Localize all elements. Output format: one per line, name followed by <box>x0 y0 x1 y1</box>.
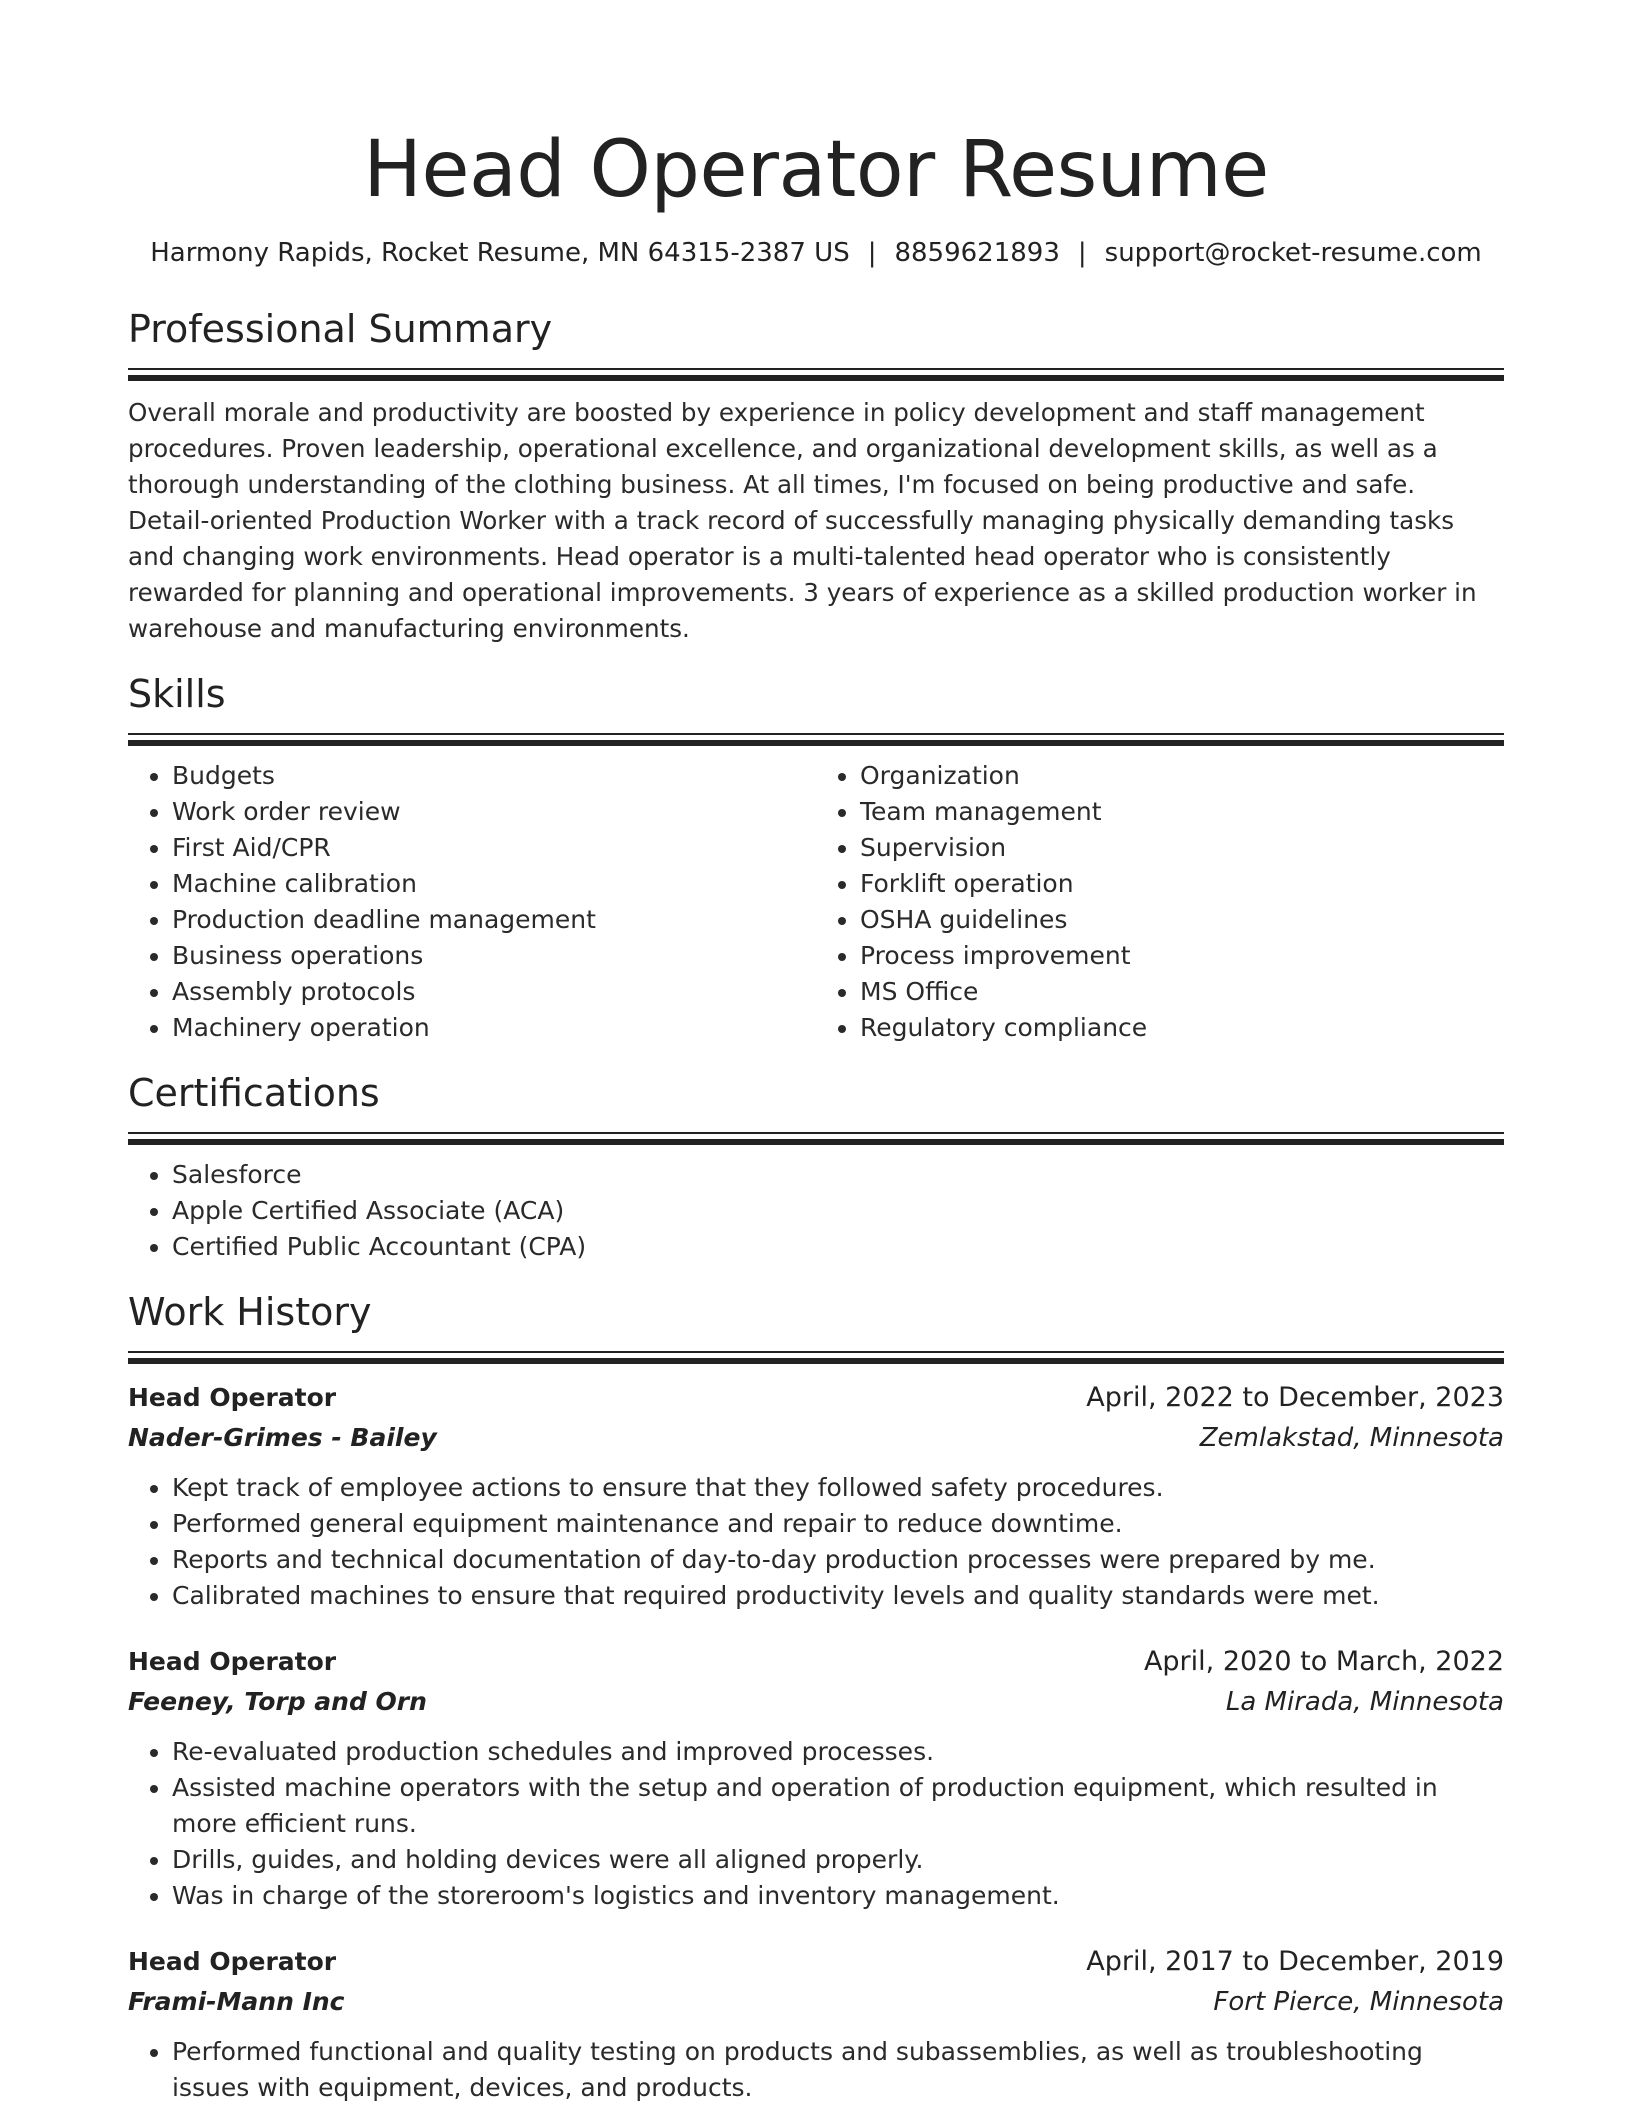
job-dates: April, 2022 to December, 2023 <box>1086 1382 1504 1413</box>
job-header-row <box>128 1642 1504 1682</box>
job-entry <box>128 1378 1504 1614</box>
job-bullet: • Was in charge of the storeroom's logistics and inventory management. <box>172 1878 1504 1914</box>
section-divider <box>128 368 1504 381</box>
skill-item: • Budgets <box>172 758 816 794</box>
job-header-row <box>128 1942 1504 1982</box>
certification-item: • Certified Public Accountant (CPA) <box>172 1229 1504 1265</box>
job-header-row <box>128 1378 1504 1418</box>
job-dates: April, 2020 to March, 2022 <box>1143 1646 1504 1677</box>
skill-item: • Organization <box>860 758 1504 794</box>
skill-item: • Machinery operation <box>172 1010 816 1046</box>
summary-text: Overall morale and productivity are boosted by experience in policy development and staff management procedures. Proven leadership, operational excellence, and organizational development skills, as well as a thorough understanding of the clothing business. At all times, I'm focused on being productive and safe. Detail-oriented Production Worker with a track record of successfully managing physically demanding tasks and changing work environments. Head operator is a multi-talented head operator who is consistently rewarded for planning and operational improvements. 3 years of experience as a skilled production worker in warehouse and manufacturing environments. <box>128 398 1477 643</box>
skill-item: • Machine calibration <box>172 866 816 902</box>
job-title: Head Operator <box>128 1647 337 1676</box>
skill-item: • Process improvement <box>860 938 1504 974</box>
skill-item: • Production deadline management <box>172 902 816 938</box>
skill-item: • Work order review <box>172 794 816 830</box>
skills-column-right <box>816 758 1504 1046</box>
certification-item: • Salesforce <box>172 1157 1504 1193</box>
job-bullets <box>128 1734 1504 1914</box>
certification-item: • Apple Certified Associate (ACA) <box>172 1193 1504 1229</box>
job-title: Head Operator <box>128 1383 337 1412</box>
job-company: Feeney, Torp and Orn <box>128 1687 427 1716</box>
skills-grid <box>128 758 1504 1046</box>
certifications-heading: Certifications <box>128 1071 380 1115</box>
section-divider <box>128 1351 1504 1364</box>
skill-item: • Assembly protocols <box>172 974 816 1010</box>
job-entry <box>128 1942 1504 2106</box>
skill-item: • Regulatory compliance <box>860 1010 1504 1046</box>
skill-item: • OSHA guidelines <box>860 902 1504 938</box>
job-location: Zemlakstad, Minnesota <box>1199 1423 1504 1453</box>
contact-separator: | <box>1077 238 1087 268</box>
contact-line <box>128 236 1504 270</box>
job-bullet: • Assisted machine operators with the setup and operation of production equipment, which resulted in more efficient runs. <box>172 1770 1504 1842</box>
job-bullet: • Calibrated machines to ensure that required productivity levels and quality standards were met. <box>172 1578 1504 1614</box>
work-history-heading: Work History <box>128 1290 372 1334</box>
certifications-section-header <box>128 1068 1504 1145</box>
summary-heading: Professional Summary <box>128 307 553 351</box>
job-bullet: • Performed general equipment maintenance and repair to reduce downtime. <box>172 1506 1504 1542</box>
job-company: Frami-Mann Inc <box>128 1987 345 2016</box>
certifications-list <box>128 1157 1504 1265</box>
skills-section-header <box>128 669 1504 746</box>
job-bullets <box>128 2034 1504 2106</box>
contact-separator: | <box>867 238 877 268</box>
job-company-row <box>128 1418 1504 1458</box>
job-bullet: • Re-evaluated production schedules and improved processes. <box>172 1734 1504 1770</box>
job-company: Nader-Grimes - Bailey <box>128 1423 437 1452</box>
skill-item: • Forklift operation <box>860 866 1504 902</box>
job-bullet: • Kept track of employee actions to ensure that they followed safety procedures. <box>172 1470 1504 1506</box>
job-entry <box>128 1642 1504 1914</box>
job-location: Fort Pierce, Minnesota <box>1213 1987 1504 2017</box>
contact-address: Harmony Rapids, Rocket Resume, MN 64315-2387 US <box>150 238 850 268</box>
skill-item: • MS Office <box>860 974 1504 1010</box>
section-divider <box>128 1132 1504 1145</box>
skill-item: • Team management <box>860 794 1504 830</box>
job-title: Head Operator <box>128 1947 337 1976</box>
skill-item: • Business operations <box>172 938 816 974</box>
job-bullets <box>128 1470 1504 1614</box>
skills-heading: Skills <box>128 672 226 716</box>
job-company-row <box>128 1982 1504 2022</box>
summary-section-header <box>128 304 1504 381</box>
section-divider <box>128 733 1504 746</box>
contact-phone: 8859621893 <box>894 238 1060 268</box>
work-history-section-header <box>128 1287 1504 1364</box>
skill-item: • First Aid/CPR <box>172 830 816 866</box>
job-dates: April, 2017 to December, 2019 <box>1086 1946 1504 1977</box>
page-title: Head Operator Resume <box>363 125 1269 215</box>
skill-item: • Supervision <box>860 830 1504 866</box>
contact-email: support@rocket-resume.com <box>1104 238 1482 268</box>
job-company-row <box>128 1682 1504 1722</box>
skills-column-left <box>128 758 816 1046</box>
job-bullet: • Reports and technical documentation of day-to-day production processes were prepared by me. <box>172 1542 1504 1578</box>
job-location: La Mirada, Minnesota <box>1225 1687 1504 1717</box>
job-bullet: • Drills, guides, and holding devices were all aligned properly. <box>172 1842 1504 1878</box>
job-bullet: • Performed functional and quality testing on products and subassemblies, as well as troubleshooting issues with equipment, devices, and products. <box>172 2034 1504 2106</box>
